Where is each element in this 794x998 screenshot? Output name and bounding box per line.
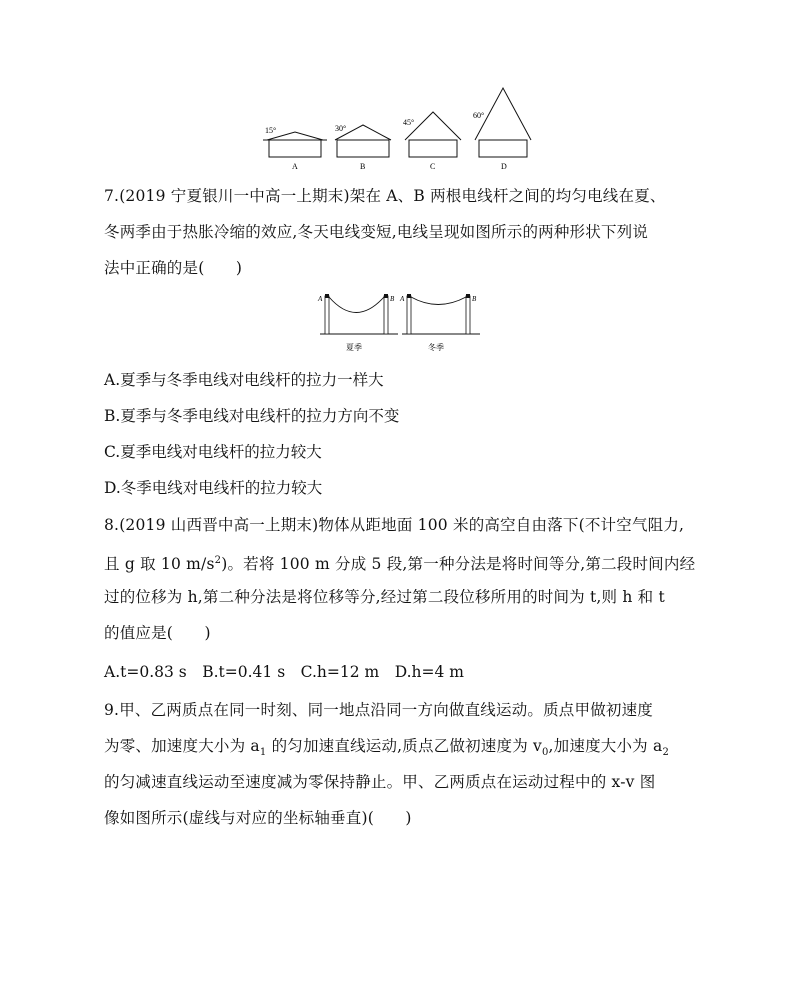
house-b-angle: 30° <box>335 124 347 133</box>
q8-line-3: 过的位移为 h,第二种分法是将位移等分,经过第二段位移所用的时间为 t,则 h 和 t <box>104 588 665 606</box>
q7-line-1: 7.(2019 宁夏银川一中高一上期末)架在 A、B 两根电线杆之间的均匀电线在夏、 <box>104 187 666 205</box>
house-d <box>473 88 531 171</box>
summer-caption: 夏季 <box>346 343 362 352</box>
house-a-label: A <box>292 162 298 171</box>
q9-line-2-a: 为零、加速度大小为 a <box>104 737 260 755</box>
q7-option-b: B.夏季与冬季电线对电线杆的拉力方向不变 <box>104 407 400 425</box>
roof-angle-figure <box>255 85 545 177</box>
q9-line-1: 9.甲、乙两质点在同一时刻、同一地点沿同一方向做直线运动。质点甲做初速度 <box>104 701 653 719</box>
q7-line-2: 冬两季由于热胀冷缩的效应,冬天电线变短,电线呈现如图所示的两种形状下列说 <box>104 223 649 241</box>
summer-label-b: B <box>390 295 395 303</box>
q8-line-2 <box>104 551 695 574</box>
house-c-label: C <box>430 162 436 171</box>
q7-option-c: C.夏季电线对电线杆的拉力较大 <box>104 443 322 461</box>
q9-line-2-c-sub: 2 <box>662 747 670 759</box>
house-c-angle: 45° <box>403 118 415 127</box>
winter-label-a: A <box>400 295 405 303</box>
q8-options: A.t=0.83 s B.t=0.41 s C.h=12 m D.h=4 m <box>104 663 464 681</box>
q8-line-1: 8.(2019 山西晋中高一上期末)物体从距地面 100 米的高空自由落下(不计空气阻力, <box>104 516 685 534</box>
house-b-label: B <box>360 162 366 171</box>
winter-caption: 冬季 <box>428 343 444 352</box>
q9-line-3: 的匀减速直线运动至速度减为零保持静止。甲、乙两质点在运动过程中的 x-v 图 <box>104 773 656 791</box>
summer-label-a: A <box>318 295 323 303</box>
q7-option-a: A.夏季与冬季电线对电线杆的拉力一样大 <box>104 371 384 389</box>
q9-line-4: 像如图所示(虚线与对应的坐标轴垂直)( ) <box>104 809 412 827</box>
q9-line-2-b-sub: 0 <box>541 747 549 759</box>
house-a-angle: 15° <box>265 126 277 135</box>
q8-line-4: 的值应是( ) <box>104 624 211 642</box>
power-line-figure <box>316 288 488 358</box>
q8-line-2-sup: 2 <box>214 555 222 566</box>
q9-line-2-a-sub: 1 <box>259 747 267 759</box>
house-d-label: D <box>501 162 507 171</box>
summer-panel <box>317 294 398 352</box>
house-b <box>335 124 391 171</box>
house-d-angle: 60° <box>473 111 485 120</box>
q8-line-2-post: )。若将 100 m 分成 5 段,第一种分法是将时间等分,第二段时间内经 <box>221 555 696 574</box>
q9-line-2-b: 的匀加速直线运动,质点乙做初速度为 v <box>266 737 542 755</box>
winter-label-b: B <box>472 295 477 303</box>
q7-line-3: 法中正确的是( ) <box>104 259 243 277</box>
house-c <box>403 112 461 171</box>
q9-line-2-c: ,加速度大小为 a <box>548 737 663 755</box>
house-a <box>263 126 327 171</box>
q8-line-2-pre: 且 g 取 10 m/s <box>104 555 215 574</box>
q9-line-2 <box>104 736 669 763</box>
winter-panel <box>399 294 480 352</box>
q7-option-d: D.冬季电线对电线杆的拉力较大 <box>104 479 323 497</box>
